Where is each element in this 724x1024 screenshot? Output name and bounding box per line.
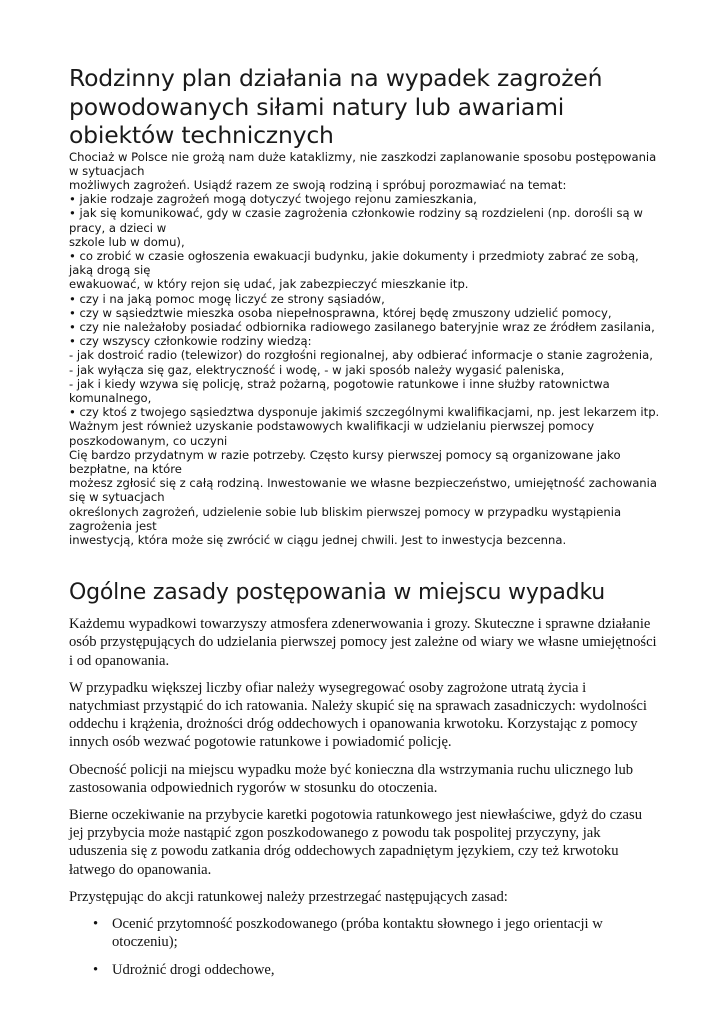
paragraph: Bierne oczekiwanie na przybycie karetki pogotowia ratunkowego jest niewłaściwe, gdyż do czasu jej przybycia może nastąpić zgon poszkodowanego z powodu tak pospolitej przyczyny, jak uduszenia się z powodu zatkania dróg oddechowych zapadniętym językiem, czy też krwotoku łatwego do opanowania.: [69, 807, 642, 878]
list-item: [69, 915, 659, 951]
paragraph: W przypadku większej liczby ofiar należy wysegregować osoby zagrożone utratą życia i natychmiast przystąpić do ich ratowania. Należy skupić się na sprawach zasadniczych: wydolności oddechu i krążenia, drożności dróg oddechowych i opanowania krwotoku. Korzystając z pomocy innych osób wezwać pogotowie ratunkowe i powiadomić policję.: [69, 679, 647, 751]
intro-line: - jak dostroić radio (telewizor) do rozgłośni regionalnej, aby odbierać informacje o stanie zagrożenia,: [69, 348, 653, 363]
intro-line: ewakuować, w który rejon się udać, jak zabezpieczyć mieszkanie itp.: [69, 277, 469, 292]
intro-text: [69, 150, 659, 548]
list-item-text: Udrożnić drogi oddechowe,: [112, 962, 275, 979]
section-heading: Ogólne zasady postępowania w miejscu wypadku: [69, 580, 606, 606]
intro-line: • jakie rodzaje zagrożeń mogą dotyczyć twojego rejonu zamieszkania,: [69, 192, 477, 207]
intro-line: • czy w sąsiedztwie mieszka osoba niepełnosprawna, której będę zmuszony udzielić pomocy,: [69, 305, 612, 320]
intro-line: określonych zagrożeń, udzielenie sobie lub bliskim pierwszej pomocy w przypadku wystąpienia zagrożenia jest: [69, 504, 622, 533]
intro-line: • jak się komunikować, gdy w czasie zagrożenia członkowie rodziny są rozdzieleni (np. dorośli są w pracy, a dzieci w: [69, 206, 643, 235]
list-item-text: Ocenić przytomność poszkodowanego (próba kontaktu słownego i jego orientacji w otoczeniu);: [112, 916, 603, 951]
intro-line: szkole lub w domu),: [69, 234, 185, 249]
intro-line: • czy nie należałoby posiadać odbiornika radiowego zasilanego bateryjnie wraz ze źródłem zasilania,: [69, 319, 655, 334]
section-body: [69, 615, 659, 906]
document-page: [69, 64, 659, 990]
intro-line: • czy i na jaką pomoc mogę liczyć ze strony sąsiadów,: [69, 291, 385, 306]
document-title: Rodzinny plan działania na wypadek zagrożeń powodowanych siłami natury lub awariami obiektów technicznych: [69, 64, 603, 149]
intro-line: możliwych zagrożeń. Usiądź razem ze swoją rodziną i spróbuj porozmawiać na temat:: [69, 177, 567, 192]
bullet-icon: •: [93, 916, 99, 933]
bullet-icon: •: [93, 962, 99, 979]
paragraph: Każdemu wypadkowi towarzyszy atmosfera zdenerwowania i grozy. Skuteczne i sprawne działanie osób przystępujących do udzielania pierwszej pomocy jest zależne od wiary we własne umiejętności i od opanowania.: [69, 616, 657, 669]
intro-line: • czy ktoś z twojego sąsiedztwa dysponuje jakimiś szczególnymi kwalifikacjami, np. jest lekarzem itp.: [69, 405, 660, 420]
intro-line: Cię bardzo przydatnym w razie potrzeby. Często kursy pierwszej pomocy są organizowane jako bezpłatne, na które: [69, 447, 621, 476]
rules-list: [69, 915, 659, 980]
intro-line: • czy wszyscy członkowie rodziny wiedzą:: [69, 334, 312, 349]
intro-line: • co zrobić w czasie ogłoszenia ewakuacji budynku, jakie dokumenty i przedmioty zabrać ze sobą, jaką drogą się: [69, 248, 639, 278]
intro-line: Ważnym jest również uzyskanie podstawowych kwalifikacji w udzielaniu pierwszej pomocy poszkodowanym, co uczyni: [69, 419, 595, 448]
paragraph: Przystępując do akcji ratunkowej należy przestrzegać następujących zasad:: [69, 888, 508, 905]
intro-line: możesz zgłosić się z całą rodziną. Inwestowanie we własne bezpieczeństwo, umiejętność zachowania się w sytuacjach: [69, 476, 657, 505]
paragraph: Obecność policji na miejscu wypadku może być konieczna dla wstrzymania ruchu ulicznego lub zastosowania odpowiednich rygorów w stosunku do otoczenia.: [69, 761, 634, 796]
intro-line: Chociaż w Polsce nie grożą nam duże kataklizmy, nie zaszkodzi zaplanowanie sposobu postępowania w sytuacjach: [69, 149, 657, 178]
intro-line: - jak wyłącza się gaz, elektryczność i wodę, - w jaki sposób należy wygasić paleniska,: [69, 362, 565, 377]
intro-line: inwestycją, która może się zwrócić w ciągu jednej chwili. Jest to inwestycja bezcenna.: [69, 532, 567, 547]
intro-line: - jak i kiedy wzywa się policję, straż pożarną, pogotowie ratunkowe i inne służby ratownictwa komunalnego,: [69, 376, 610, 405]
list-item: [69, 961, 659, 979]
